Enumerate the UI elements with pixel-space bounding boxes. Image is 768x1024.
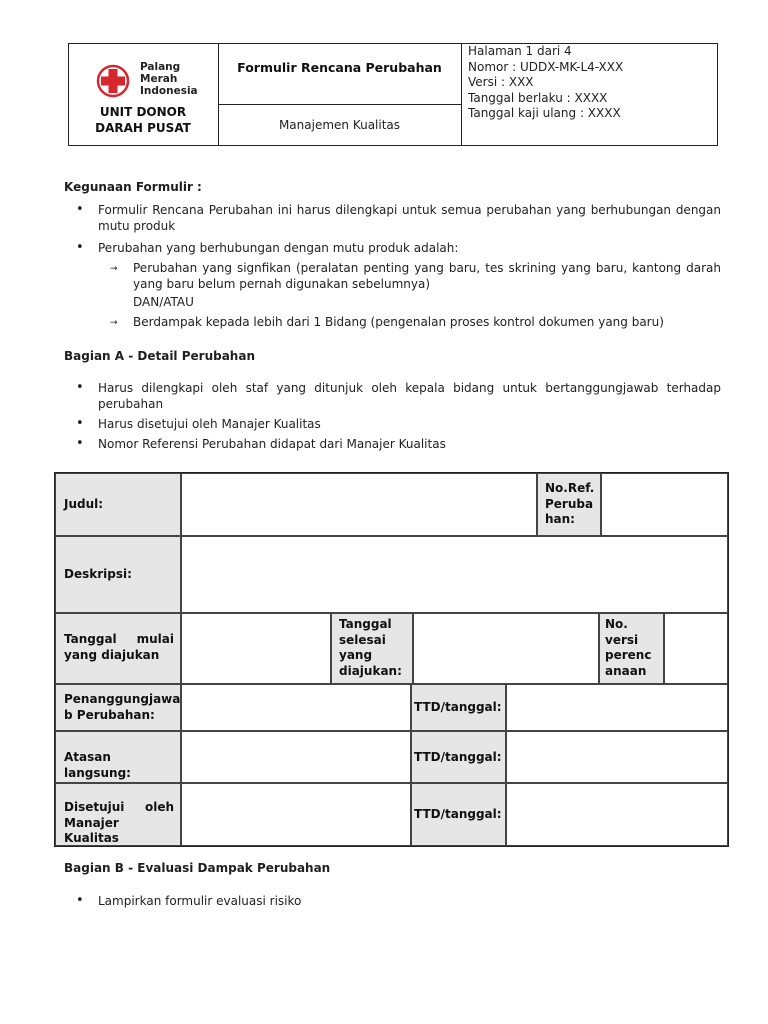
ttd1-label-cell xyxy=(411,684,506,731)
kegunaan-bullet-2: Perubahan yang berhubungan dengan mutu produk adalah: xyxy=(98,241,459,255)
bagian-a-bullet-2: Harus disetujui oleh Manajer Kualitas xyxy=(98,417,321,431)
meta-number: Nomor : UDDX-MK-L4-XXX xyxy=(468,59,624,74)
bagian-b-bullet: Lampirkan formulir evaluasi risiko xyxy=(98,894,302,908)
kegunaan-sub-2: Berdampak kepada lebih dari 1 Bidang (pengenalan proses kontrol dokumen yang baru) xyxy=(133,315,664,329)
deskripsi-label: Deskripsi: xyxy=(64,567,132,581)
ttd3-label: TTD/tanggal: xyxy=(414,807,502,821)
ttd1-field[interactable] xyxy=(506,684,728,731)
bullet-icon: • xyxy=(76,380,84,395)
tgl-mulai-label: Tanggal mulai yang diajukan xyxy=(64,632,174,662)
document-subtitle: Manajemen Kualitas xyxy=(278,118,401,132)
tgl-selesai-label: Tanggal selesai yang diajukan: xyxy=(339,617,402,678)
tgl-mulai-field[interactable] xyxy=(181,613,331,684)
org-name: Palang Merah Indonesia xyxy=(140,61,198,97)
no-versi-label-cell xyxy=(599,613,664,684)
meta-page: Halaman 1 dari 4 xyxy=(468,44,572,58)
tgl-selesai-label-cell xyxy=(331,613,413,684)
ttd3-label-cell xyxy=(411,783,506,846)
document-title: Formulir Rencana Perubahan xyxy=(237,60,442,75)
bagian-a-heading: Bagian A - Detail Perubahan xyxy=(64,349,255,363)
ttd2-label: TTD/tanggal: xyxy=(414,750,502,764)
bullet-icon: • xyxy=(76,893,84,908)
atasan-field[interactable] xyxy=(181,731,411,783)
change-detail-table xyxy=(54,472,729,847)
meta-effective-date: Tanggal berlaku : XXXX xyxy=(468,90,608,105)
tgl-mulai-label-cell xyxy=(55,613,181,684)
kegunaan-heading: Kegunaan Formulir : xyxy=(64,180,202,194)
ttd1-label: TTD/tanggal: xyxy=(414,700,502,714)
bagian-a-bullet-1: Harus dilengkapi oleh staf yang ditunjuk oleh kepala bidang untuk bertanggungjawab terhadap perubahan xyxy=(98,381,721,411)
kegunaan-connector: DAN/ATAU xyxy=(133,295,194,309)
meta-version: Versi : XXX xyxy=(468,75,534,90)
penanggung-label-cell xyxy=(55,684,181,731)
disetujui-label: Disetujui oleh Manajer Kualitas xyxy=(64,800,174,845)
atasan-label: Atasan langsung: xyxy=(64,750,131,780)
bullet-icon: • xyxy=(76,202,84,217)
ttd2-field[interactable] xyxy=(506,731,728,783)
no-versi-field[interactable] xyxy=(664,613,728,684)
arrow-icon: → xyxy=(110,264,118,274)
disetujui-label-cell xyxy=(55,783,181,846)
judul-label-cell xyxy=(55,473,181,536)
no-versi-label: No. versi perenc anaan xyxy=(605,617,652,678)
bullet-icon: • xyxy=(76,240,84,255)
penanggung-field[interactable] xyxy=(181,684,411,731)
bagian-a-bullet-3: Nomor Referensi Perubahan didapat dari Manajer Kualitas xyxy=(98,437,446,451)
kegunaan-bullet-1: Formulir Rencana Perubahan ini harus dilengkapi untuk semua perubahan yang berhubungan dengan mutu produk xyxy=(98,203,721,233)
ttd2-label-cell xyxy=(411,731,506,783)
meta-review-date: Tanggal kaji ulang : XXXX xyxy=(468,106,621,121)
noref-field[interactable] xyxy=(601,473,728,536)
ttd3-field[interactable] xyxy=(506,783,728,846)
noref-label-cell xyxy=(537,473,601,536)
disetujui-field[interactable] xyxy=(181,783,411,846)
atasan-label-cell xyxy=(55,731,181,783)
bagian-b-heading: Bagian B - Evaluasi Dampak Perubahan xyxy=(64,861,331,875)
noref-label: No.Ref. Peruba han: xyxy=(545,481,595,526)
tgl-selesai-field[interactable] xyxy=(413,613,599,684)
deskripsi-field[interactable] xyxy=(181,536,728,613)
kegunaan-sub-1: Perubahan yang signfikan (peralatan penting yang baru, tes skrining yang baru, kantong darah yang baru belum pernah digunakan sebelumnya) xyxy=(133,261,721,291)
arrow-icon: → xyxy=(110,318,118,328)
red-cross-logo-icon xyxy=(96,64,130,98)
deskripsi-label-cell xyxy=(55,536,181,613)
document-meta xyxy=(468,44,623,122)
penanggung-label: Penanggungjawa b Perubahan: xyxy=(64,692,181,722)
judul-field[interactable] xyxy=(181,473,537,536)
bullet-icon: • xyxy=(76,416,84,431)
unit-name: UNIT DONOR DARAH PUSAT xyxy=(95,105,191,135)
bullet-icon: • xyxy=(76,436,84,451)
judul-label: Judul: xyxy=(64,497,104,511)
